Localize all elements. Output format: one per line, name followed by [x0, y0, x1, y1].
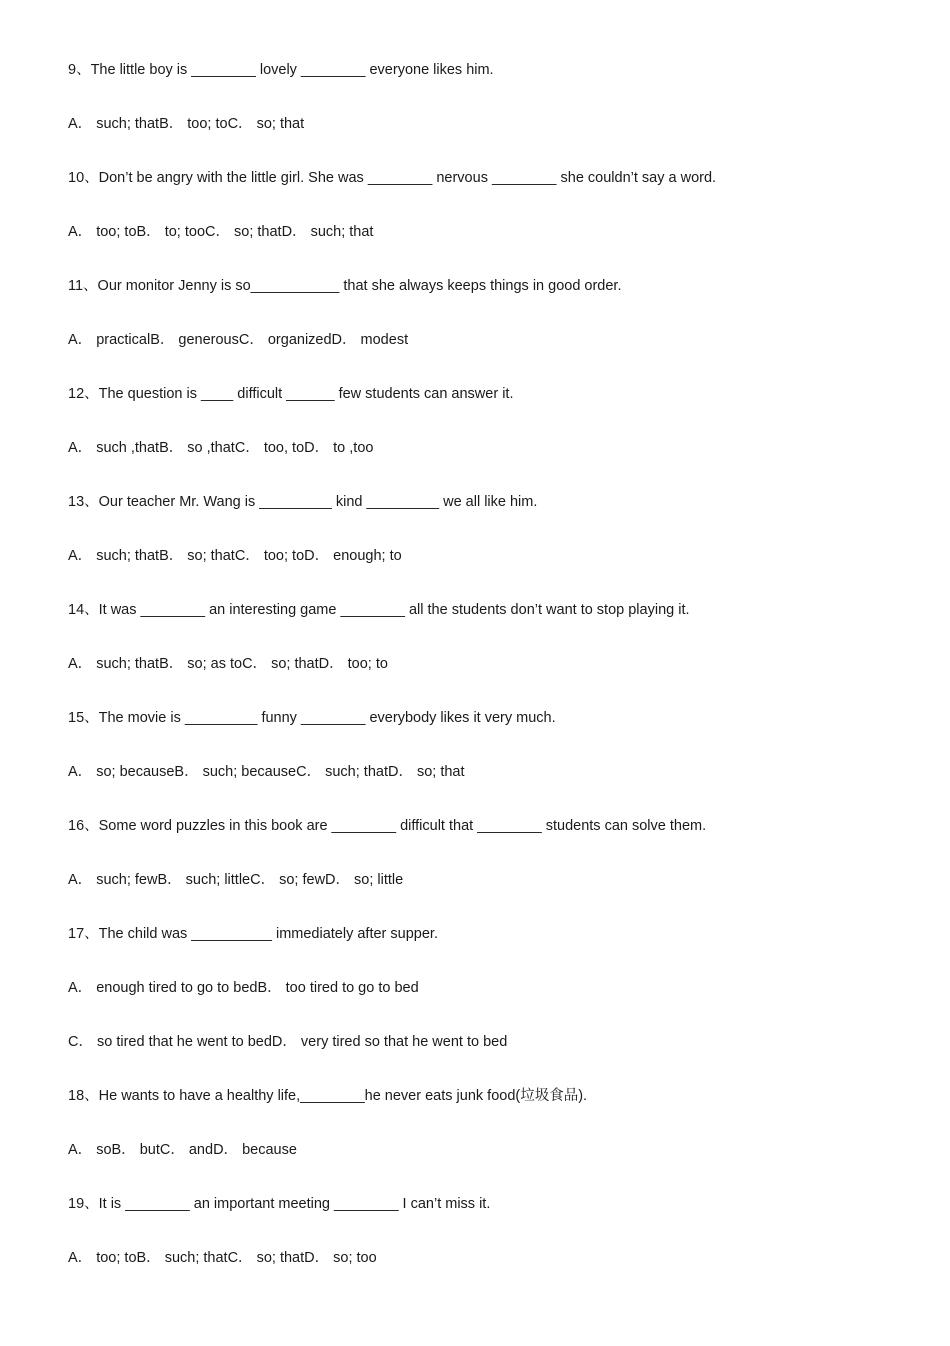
question-10-options: A． too; toB． to; tooC． so; thatD． such; that: [68, 224, 374, 240]
question-16-stem: 16、Some word puzzles in this book are ________ difficult that ________ students can solve them.: [68, 818, 707, 834]
question-9-stem: 9、The little boy is ________ lovely ________ everyone likes him.: [68, 62, 494, 78]
question-13-stem: 13、Our teacher Mr. Wang is _________ kind _________ we all like him.: [68, 494, 538, 510]
question-17-options-cd: C． so tired that he went to bedD． very tired so that he went to bed: [68, 1034, 508, 1050]
question-14-options: A． such; thatB． so; as toC． so; thatD． too; to: [68, 656, 388, 672]
question-9-options: A． such; thatB． too; toC． so; that: [68, 116, 305, 132]
question-16-options: A． such; fewB． such; littleC． so; fewD． so; little: [68, 872, 404, 888]
question-11-stem: 11、Our monitor Jenny is so___________ that she always keeps things in good order.: [68, 278, 622, 294]
question-11-options: A． practicalB． generousC． organizedD． modest: [68, 332, 409, 348]
question-15-options: A． so; becauseB． such; becauseC． such; thatD． so; that: [68, 764, 465, 780]
question-19-stem: 19、It is ________ an important meeting ________ I can’t miss it.: [68, 1196, 491, 1212]
question-17-stem: 17、The child was __________ immediately after supper.: [68, 926, 438, 942]
question-13-options: A． such; thatB． so; thatC． too; toD． enough; to: [68, 548, 402, 564]
question-12-stem: 12、The question is ____ difficult ______ few students can answer it.: [68, 386, 514, 402]
question-18-stem: 18、He wants to have a healthy life,________he never eats junk food(垃圾食品).: [68, 1088, 588, 1104]
question-10-stem: 10、Don’t be angry with the little girl. She was ________ nervous ________ she couldn’t say a word.: [68, 170, 717, 186]
question-19-options: A． too; toB． such; thatC． so; thatD． so; too: [68, 1250, 377, 1266]
question-17-options-ab: A． enough tired to go to bedB． too tired to go to bed: [68, 980, 419, 996]
question-18-options: A． soB． butC． andD． because: [68, 1142, 297, 1158]
question-15-stem: 15、The movie is _________ funny ________ everybody likes it very much.: [68, 710, 556, 726]
document-page: [68, 57, 908, 1299]
question-12-options: A． such ,thatB． so ,thatC． too, toD． to ,too: [68, 440, 374, 456]
question-14-stem: 14、It was ________ an interesting game ________ all the students don’t want to stop playing it.: [68, 602, 690, 618]
